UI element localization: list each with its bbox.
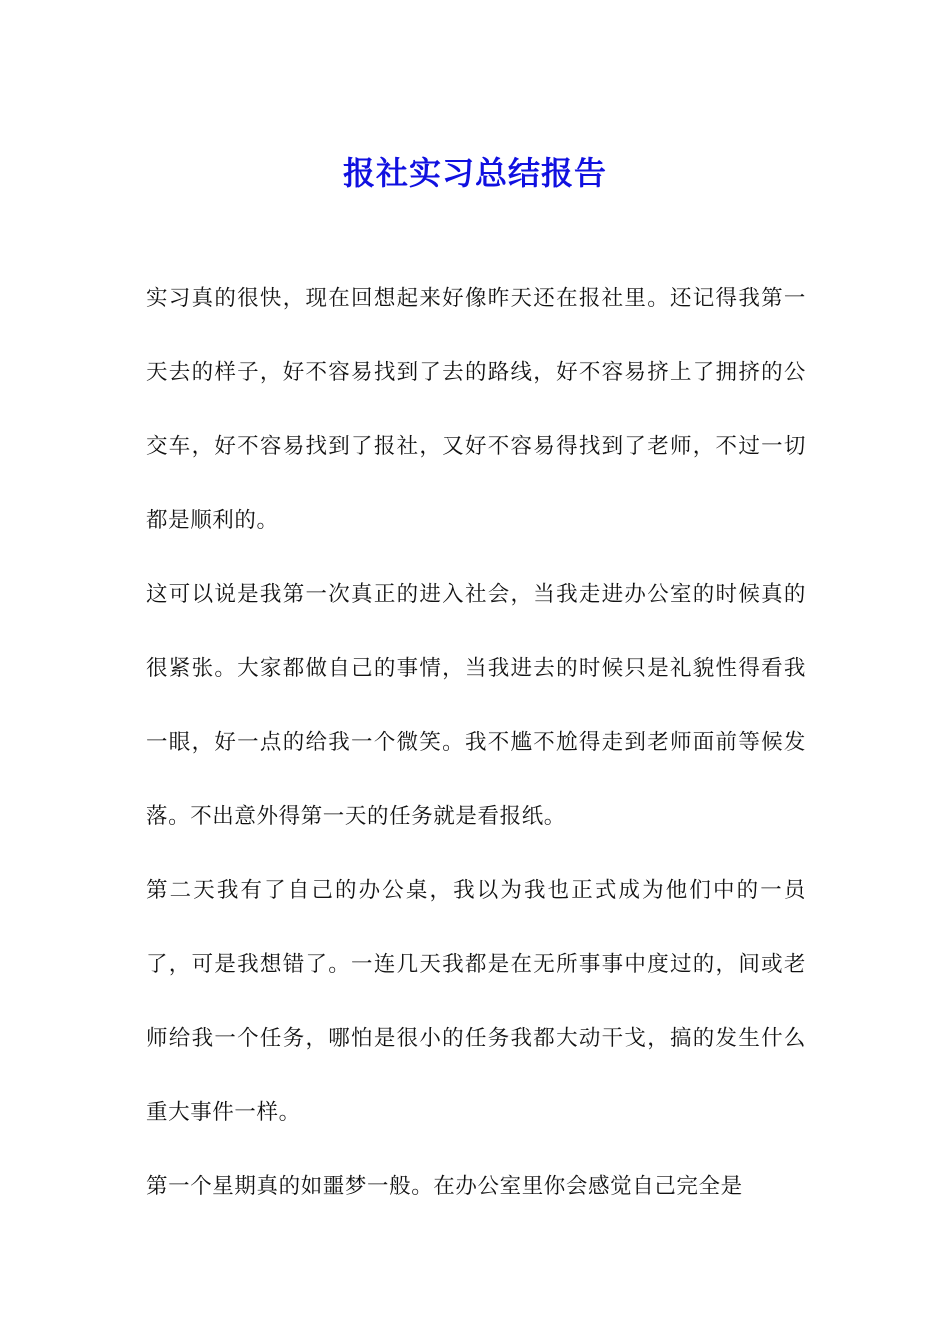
paragraph-2: 这可以说是我第一次真正的进入社会，当我走进办公室的时候真的很紧张。大家都做自己的事情，当我进去的时候只是礼貌性得看我一眼，好一点的给我一个微笑。我不尴不尬得走到老师面前等候发落。不出意外得第一天的任务就是看报纸。 [146,582,806,829]
paragraph-3: 第二天我有了自己的办公桌，我以为我也正式成为他们中的一员了，可是我想错了。一连几天我都是在无所事事中度过的，间或老师给我一个任务，哪怕是很小的任务我都大动干戈，搞的发生什么重大事件一样。 [146,878,806,1125]
paragraph-4: 第一个星期真的如噩梦一般。在办公室里你会感觉自己完全是 [146,1174,743,1199]
document-title: 报社实习总结报告 [342,154,607,193]
paragraph-1: 实习真的很快，现在回想起来好像昨天还在报社里。还记得我第一天去的样子，好不容易找到了去的路线，好不容易挤上了拥挤的公交车，好不容易找到了报社，又好不容易得找到了老师，不过一切都是顺利的。 [146,286,806,533]
document-body [146,262,806,1224]
